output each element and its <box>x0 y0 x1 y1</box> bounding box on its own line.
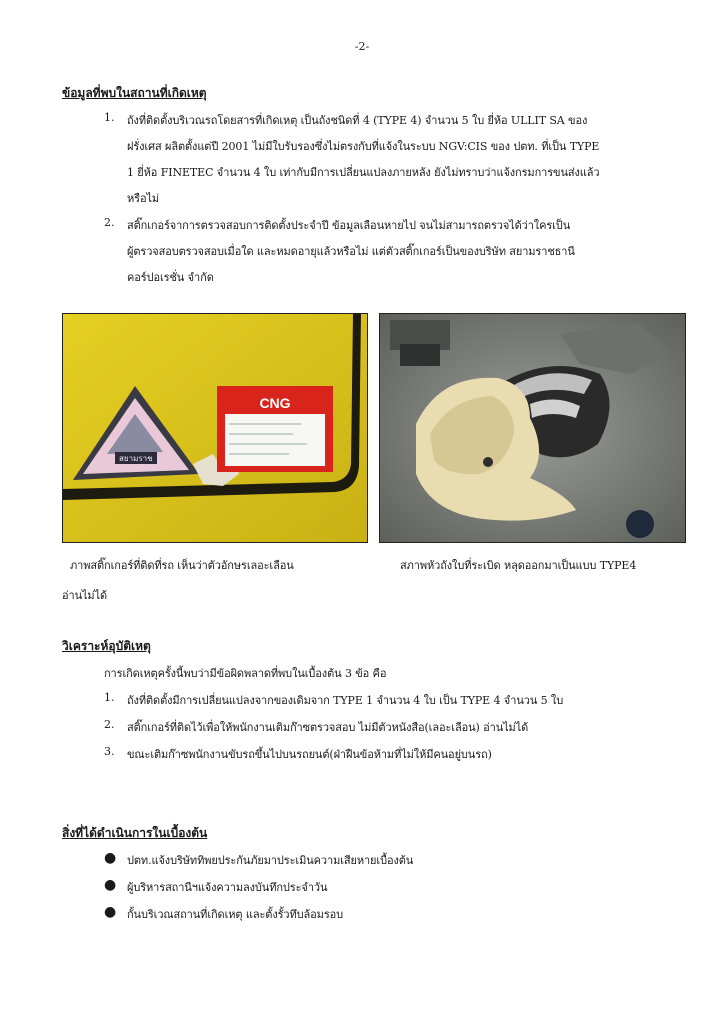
section-heading-accident-analysis: วิเคราะห์อุบัติเหตุ <box>62 639 151 653</box>
section-heading-initial-actions: สิ่งที่ได้ดำเนินการในเบื้องต้น <box>62 826 208 840</box>
analysis-item: ขณะเติมก๊าซพนักงานขับรถขึ้นไปบนรถยนต์(ฝ่าฝืนข้อห้ามที่ไม่ให้มีคนอยู่บนรถ) <box>127 748 492 761</box>
paragraph-line: หรือไม่ <box>127 192 160 205</box>
bus-sticker-illustration <box>63 314 367 542</box>
photo-caption-right: สภาพหัวถังใบที่ระเบิด หลุดออกมาเป็นแบบ TYPE4 <box>400 559 637 572</box>
cng-label <box>217 386 333 472</box>
photo-bus-sticker <box>62 313 368 543</box>
photo-caption-left-continued: อ่านไม่ได้ <box>62 589 108 602</box>
photo-caption-left: ภาพสติ๊กเกอร์ที่ติดที่รถ เห็นว่าตัวอักษรเลอะเลือน <box>70 559 294 572</box>
analysis-intro: การเกิดเหตุครั้งนี้พบว่ามีข้อผิดพลาดที่พบในเบื้องต้น 3 ข้อ คือ <box>104 667 387 680</box>
list-number: 3. <box>104 745 115 758</box>
paragraph-line: ถังที่ติดตั้งบริเวณรถโดยสารที่เกิดเหตุ เป็นถังชนิดที่ 4 (TYPE 4) จำนวน 5 ใบ ยี่ห้อ ULLIT SA ของ <box>127 114 588 127</box>
paragraph-line: ฝรั่งเศส ผลิตตั้งแต่ปี 2001 ไม่มีใบรับรองซึ่งไม่ตรงกับที่แจ้งในระบบ NGV:CIS ของ ปตท. ที่เป็น TYPE <box>127 140 600 153</box>
section-heading-site-findings: ข้อมูลที่พบในสถานที่เกิดเหตุ <box>62 86 207 100</box>
page-number: -2- <box>354 40 370 53</box>
bullet-icon: ● <box>104 850 117 866</box>
list-number: 2. <box>104 216 115 229</box>
photo-exploded-tank <box>379 313 686 543</box>
sticker-brand-text: สยามราช <box>119 454 153 463</box>
bullet-icon: ● <box>104 877 117 893</box>
paragraph-line: คอร์ปอเรชั่น จำกัด <box>127 271 214 284</box>
analysis-item: สติ๊กเกอร์ที่ติดไว้เพื่อให้พนักงานเติมก๊าซตรวจสอบ ไม่มีตัวหนังสือ(เลอะเลือน) อ่านไม่ได้ <box>127 721 529 734</box>
analysis-item: ถังที่ติดตั้งมีการเปลี่ยนแปลงจากของเดิมจาก TYPE 1 จำนวน 4 ใบ เป็น TYPE 4 จำนวน 5 ใบ <box>127 694 564 707</box>
action-item: กั้นบริเวณสถานที่เกิดเหตุ และตั้งรั้วทึบล้อมรอบ <box>127 908 344 921</box>
exploded-tank-illustration <box>380 314 685 542</box>
paragraph-line: สติ๊กเกอร์จาการตรวจสอบการติดตั้งประจำปี ข้อมูลเลือนหายไป จนไม่สามารถตรวจได้ว่าใครเป็น <box>127 219 571 232</box>
bullet-icon: ● <box>104 904 117 920</box>
action-item: ปตท.แจ้งบริษัททิพยประกันภัยมาประเมินความเสียหายเบื้องต้น <box>127 854 414 867</box>
list-number: 1. <box>104 111 115 124</box>
cng-label-text: CNG <box>259 395 291 411</box>
list-number: 2. <box>104 718 115 731</box>
action-item: ผู้บริหารสถานีฯแจ้งความลงบันทึกประจำวัน <box>127 881 328 894</box>
paragraph-line: 1 ยี่ห้อ FINETEC จำนวน 4 ใบ เท่ากับมีการเปลี่ยนแปลงภายหลัง ยังไม่ทราบว่าแจ้งกรมการขนส่งแล้ว <box>127 166 600 179</box>
list-number: 1. <box>104 691 115 704</box>
paragraph-line: ผู้ตรวจสอบตรวจสอบเมื่อใด และหมดอายุแล้วหรือไม่ แต่ตัวสติ๊กเกอร์เป็นของบริษัท สยามราชธานี <box>127 245 575 258</box>
